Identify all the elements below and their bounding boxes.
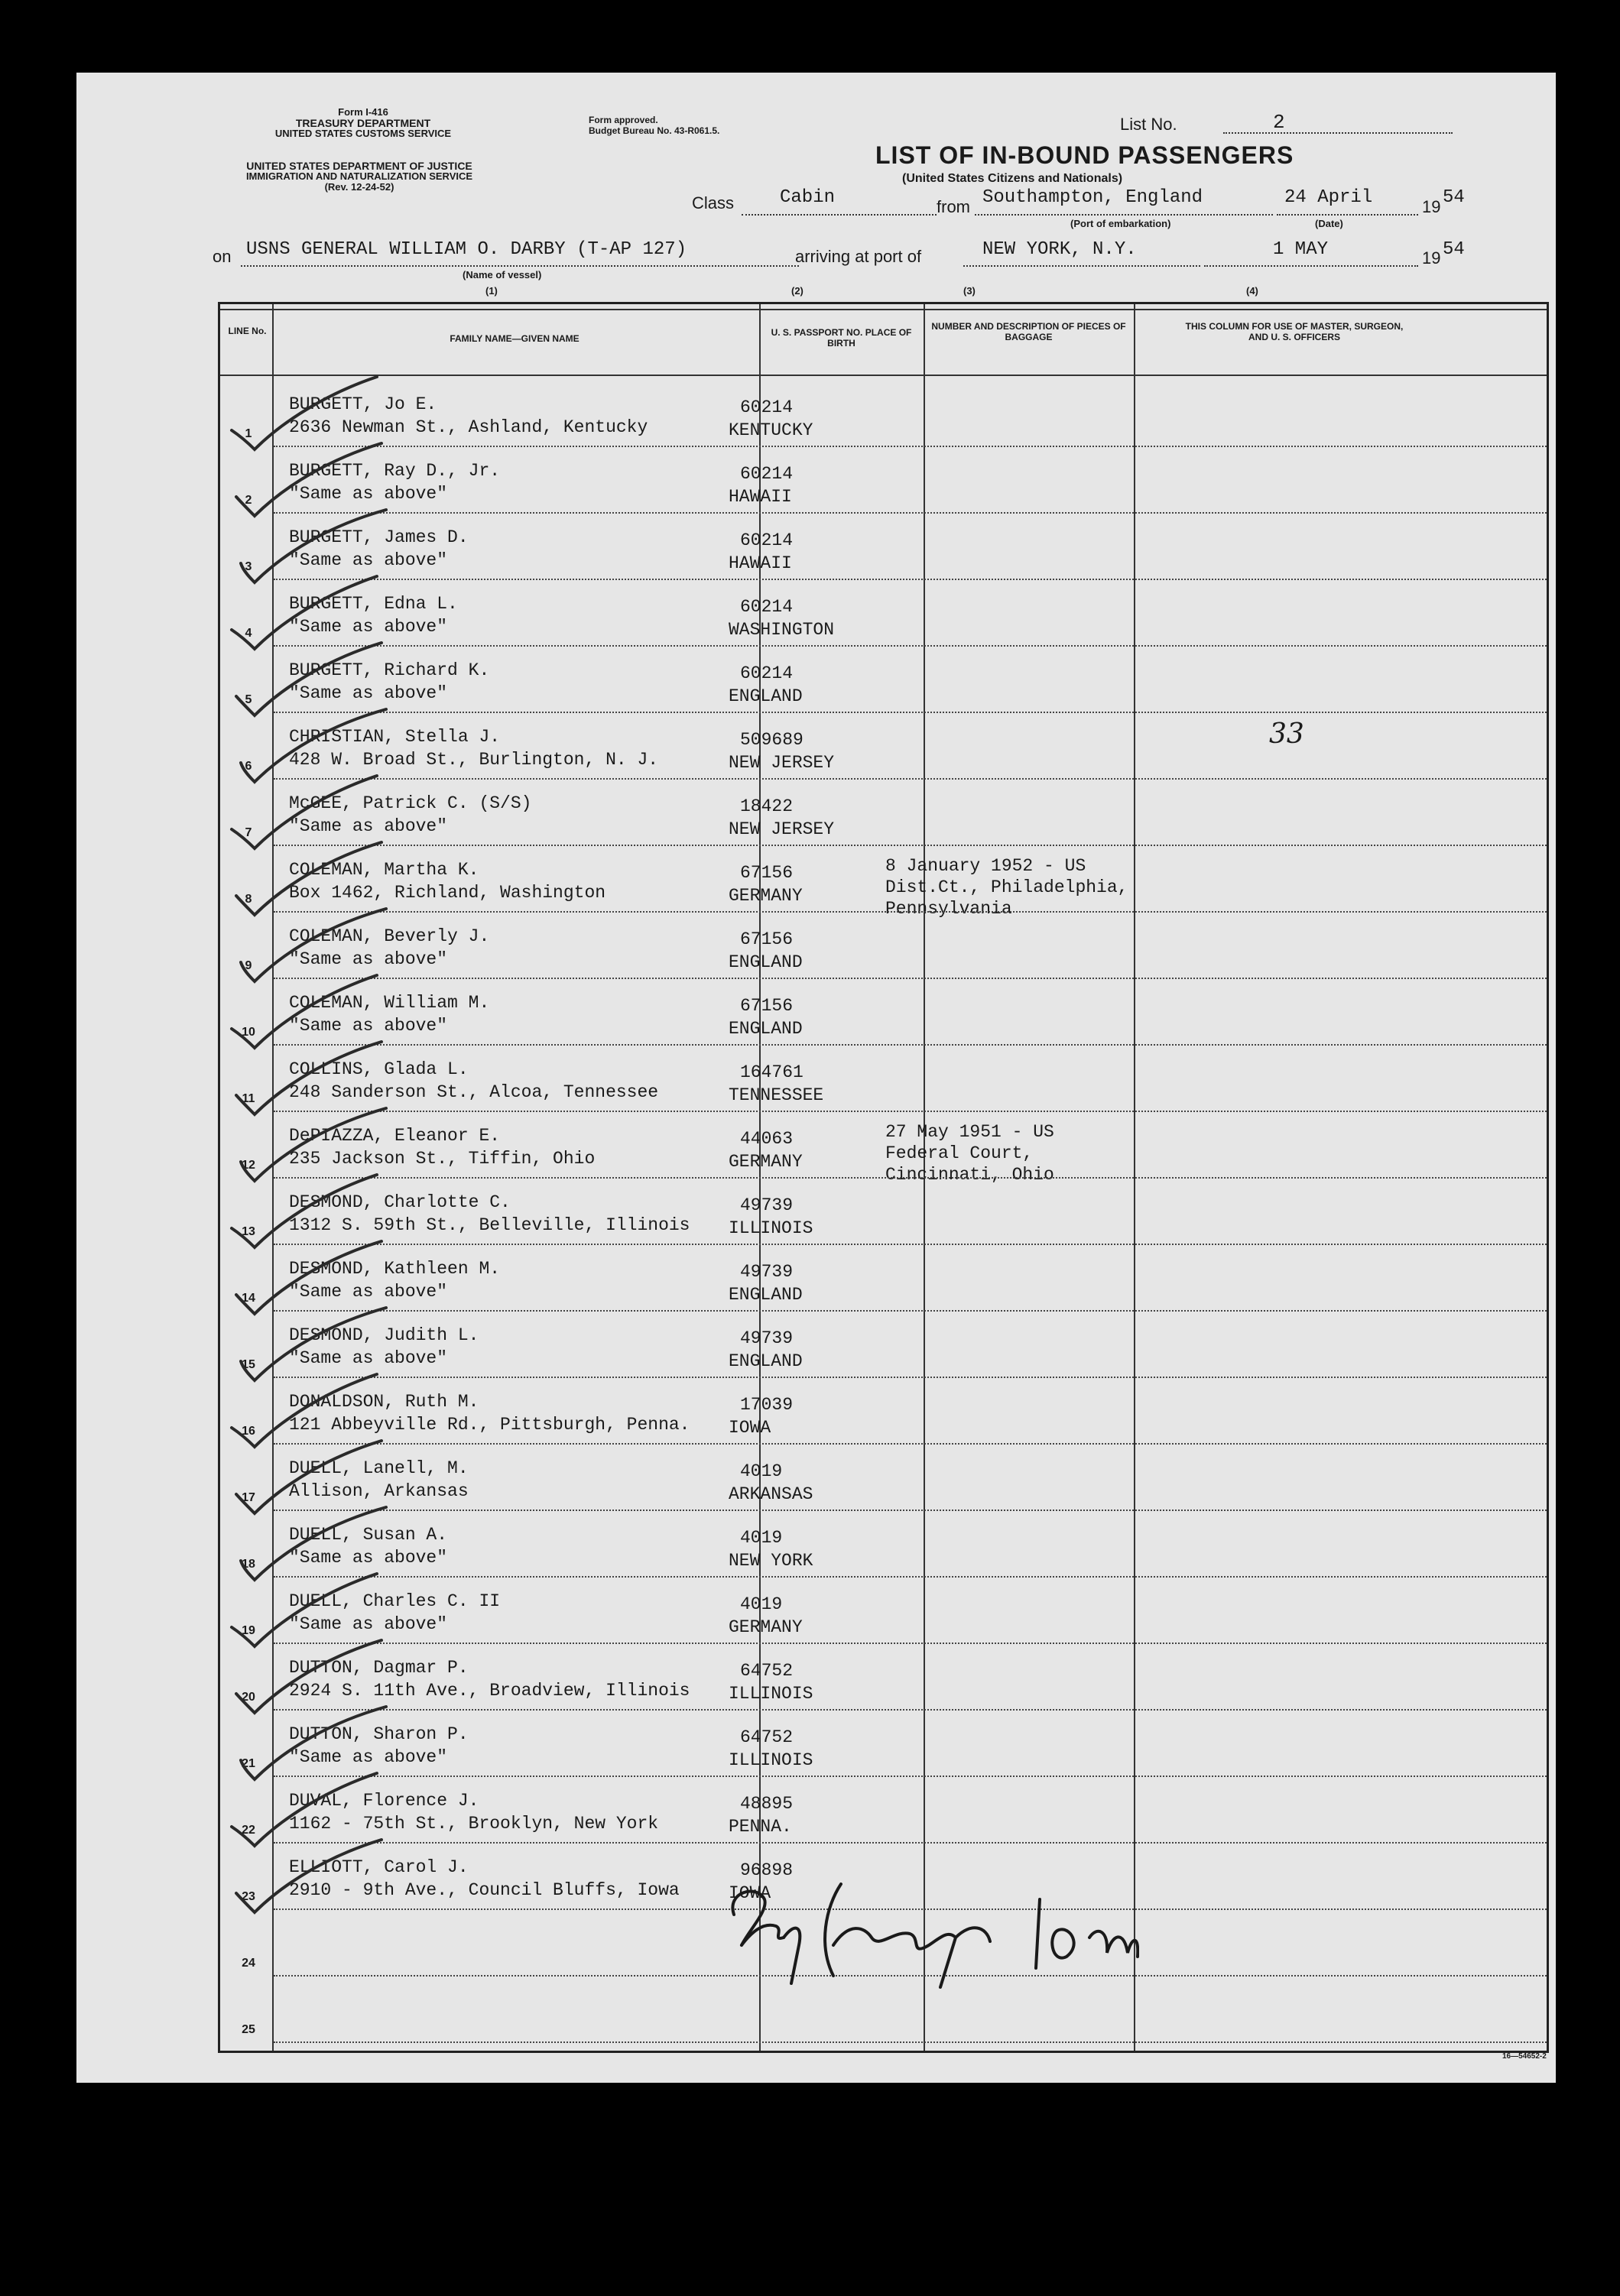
list-no-value: 2: [1273, 111, 1285, 134]
table-top-rule: [220, 309, 1547, 310]
date-line: [1277, 214, 1418, 216]
table-row: [220, 1777, 1547, 1844]
table-row: [220, 713, 1547, 780]
passenger-address: "Same as above": [289, 617, 448, 637]
table-row: [220, 1046, 1547, 1112]
passport-number: 164761: [740, 1062, 804, 1082]
passenger-list-sheet: [76, 73, 1556, 2083]
arriving-label: arriving at port of: [795, 247, 922, 266]
table-row: [220, 1578, 1547, 1644]
passport-number: 49739: [740, 1328, 794, 1348]
from-line: [975, 214, 1273, 216]
table-row: [220, 514, 1547, 580]
passenger-name: DUTTON, Dagmar P.: [289, 1658, 469, 1678]
passenger-address: 1312 S. 59th St., Belleville, Illinois: [289, 1215, 690, 1235]
passenger-name: COLLINS, Glada L.: [289, 1059, 469, 1079]
passenger-address: "Same as above": [289, 1348, 448, 1368]
passport-number: 60214: [740, 464, 794, 484]
passenger-address: "Same as above": [289, 683, 448, 703]
col-head-line-no: LINE No.: [228, 326, 267, 336]
col-head-name: FAMILY NAME—GIVEN NAME: [450, 333, 579, 344]
passenger-address: "Same as above": [289, 1614, 448, 1634]
line-number: 6: [245, 760, 252, 773]
date-from-value: 24 April: [1284, 187, 1373, 208]
table-row: [220, 381, 1547, 447]
table-row: [220, 979, 1547, 1046]
arrival-port-line: [963, 265, 1200, 267]
header-rule: [220, 375, 1547, 376]
passenger-address: "Same as above": [289, 1548, 448, 1568]
passenger-name: BURGETT, Edna L.: [289, 594, 458, 614]
passenger-address: 248 Sanderson St., Alcoa, Tennessee: [289, 1082, 659, 1102]
revision-date: (Rev. 12-24-52): [324, 181, 394, 193]
passenger-name: COLEMAN, Martha K.: [289, 860, 479, 880]
place-of-birth: GERMANY: [729, 1152, 803, 1172]
passport-number: 60214: [740, 597, 794, 617]
passport-number: 49739: [740, 1195, 794, 1215]
passenger-name: DONALDSON, Ruth M.: [289, 1392, 479, 1412]
passenger-address: 1162 - 75th St., Brooklyn, New York: [289, 1814, 659, 1834]
line-number: 22: [242, 1824, 255, 1837]
vessel-line: [241, 265, 799, 267]
place-of-birth: ARKANSAS: [729, 1484, 813, 1504]
place-of-birth: NEW YORK: [729, 1551, 813, 1571]
passenger-name: BURGETT, Jo E.: [289, 394, 437, 414]
line-number: 23: [242, 1890, 255, 1903]
line-number: 20: [242, 1691, 255, 1704]
col-num-4: (4): [1246, 285, 1258, 297]
table-row: [220, 1245, 1547, 1312]
place-of-birth: ENGLAND: [729, 1285, 803, 1305]
class-value: Cabin: [780, 187, 836, 208]
passport-number: 67156: [740, 996, 794, 1016]
table-row: [220, 780, 1547, 846]
passenger-name: DUVAL, Florence J.: [289, 1791, 479, 1811]
treasury-dept: TREASURY DEPARTMENT: [295, 117, 431, 129]
arrival-port-value: NEW YORK, N.Y.: [982, 239, 1137, 260]
vessel-caption: (Name of vessel): [463, 269, 542, 281]
passenger-name: COLEMAN, William M.: [289, 993, 490, 1013]
passenger-name: McGEE, Patrick C. (S/S): [289, 793, 532, 813]
table-row: [220, 1312, 1547, 1378]
passenger-name: COLEMAN, Beverly J.: [289, 926, 490, 946]
passport-number: 4019: [740, 1461, 783, 1481]
passenger-name: DePIAZZA, Eleanor E.: [289, 1126, 501, 1146]
table-row: [220, 580, 1547, 647]
on-label: on: [213, 247, 232, 266]
table-row: [220, 846, 1547, 919]
margin-note: 33: [1269, 718, 1304, 750]
place-of-birth: HAWAII: [729, 553, 792, 573]
passport-number: 67156: [740, 929, 794, 949]
passenger-address: 2910 - 9th Ave., Council Bluffs, Iowa: [289, 1880, 680, 1900]
place-of-birth: ILLINOIS: [729, 1684, 813, 1704]
line-number: 7: [245, 826, 252, 839]
place-of-birth: ENGLAND: [729, 1019, 803, 1039]
col-num-1: (1): [485, 285, 498, 297]
col-head-passport: U. S. PASSPORT NO. PLACE OF BIRTH: [771, 327, 912, 349]
passenger-address: "Same as above": [289, 949, 448, 969]
passenger-name: CHRISTIAN, Stella J.: [289, 727, 501, 747]
line-number: 5: [245, 693, 252, 706]
inspector-signature: [711, 1861, 1139, 1991]
passport-number: 64752: [740, 1727, 794, 1747]
passport-number: 64752: [740, 1661, 794, 1681]
passport-number: 96898: [740, 1860, 794, 1880]
checkmark-icon: [224, 1836, 400, 1920]
row-divider: [274, 2041, 1547, 2043]
line-number: 16: [242, 1425, 255, 1438]
line-number: 19: [242, 1624, 255, 1637]
place-of-birth: ENGLAND: [729, 686, 803, 706]
form-approved: Form approved.: [589, 115, 658, 125]
passenger-address: 2636 Newman St., Ashland, Kentucky: [289, 417, 648, 437]
form-number: Form I-416: [338, 106, 388, 118]
list-no-label: List No.: [1120, 115, 1177, 134]
place-of-birth: GERMANY: [729, 1617, 803, 1637]
passenger-name: DESMOND, Judith L.: [289, 1325, 479, 1345]
place-of-birth: PENNA.: [729, 1817, 792, 1837]
col-num-2: (2): [791, 285, 804, 297]
line-number: 17: [242, 1491, 255, 1504]
place-of-birth: ENGLAND: [729, 1351, 803, 1371]
passport-number: 17039: [740, 1395, 794, 1415]
port-embark-caption: (Port of embarkation): [1070, 218, 1171, 229]
passenger-address: "Same as above": [289, 816, 448, 836]
year-from: 54: [1443, 187, 1465, 208]
passport-number: 49739: [740, 1262, 794, 1282]
list-no-line: [1223, 132, 1453, 134]
table-row: [220, 1711, 1547, 1777]
passenger-name: ELLIOTT, Carol J.: [289, 1857, 469, 1877]
class-label: Class: [692, 193, 735, 212]
class-line: [742, 214, 937, 216]
passenger-address: 235 Jackson St., Tiffin, Ohio: [289, 1149, 596, 1169]
line-number: 12: [242, 1159, 255, 1172]
baggage-note: 27 May 1951 - US Federal Court, Cincinnati, Ohio: [885, 1122, 1054, 1185]
passenger-name: BURGETT, Ray D., Jr.: [289, 461, 501, 481]
budget-bureau: Budget Bureau No. 43-R061.5.: [589, 125, 720, 136]
passenger-address: "Same as above": [289, 1282, 448, 1302]
dept-justice: UNITED STATES DEPARTMENT OF JUSTICE: [246, 160, 472, 172]
passport-number: 18422: [740, 796, 794, 816]
table-row: [220, 1179, 1547, 1245]
passenger-address: Allison, Arkansas: [289, 1481, 469, 1501]
passenger-name: BURGETT, James D.: [289, 527, 469, 547]
place-of-birth: ENGLAND: [729, 952, 803, 972]
line-number: 15: [242, 1358, 255, 1371]
passport-number: 48895: [740, 1794, 794, 1814]
line-number: 8: [245, 893, 252, 906]
passenger-name: DUELL, Lanell, M.: [289, 1458, 469, 1478]
passenger-table: [218, 302, 1549, 2053]
agency-block: [191, 161, 528, 193]
place-of-birth: ILLINOIS: [729, 1750, 813, 1770]
line-number: 4: [245, 627, 252, 640]
passenger-name: DESMOND, Kathleen M.: [289, 1259, 501, 1279]
line-number: 2: [245, 494, 252, 507]
line-number: 25: [242, 2023, 255, 2036]
table-row: [220, 1112, 1547, 1185]
place-of-birth: NEW JERSEY: [729, 753, 835, 773]
line-number: 18: [242, 1558, 255, 1571]
table-row: [220, 913, 1547, 979]
passenger-address: 2924 S. 11th Ave., Broadview, Illinois: [289, 1681, 690, 1701]
place-of-birth: KENTUCKY: [729, 420, 813, 440]
form-title: LIST OF IN-BOUND PASSENGERS: [875, 141, 1294, 169]
line-number: 9: [245, 959, 252, 972]
place-of-birth: IOWA: [729, 1883, 771, 1903]
passenger-name: DUELL, Susan A.: [289, 1525, 448, 1545]
form-subtitle: (United States Citizens and Nationals): [902, 172, 1123, 185]
passport-number: 509689: [740, 730, 804, 750]
ins-service: IMMIGRATION AND NATURALIZATION SERVICE: [245, 170, 473, 182]
passenger-address: "Same as above": [289, 1747, 448, 1767]
col-head-baggage: NUMBER AND DESCRIPTION OF PIECES OF BAGGAGE: [931, 321, 1126, 342]
place-of-birth: WASHINGTON: [729, 620, 835, 640]
table-row: [220, 1378, 1547, 1445]
line-number: 24: [242, 1957, 255, 1970]
passenger-address: Box 1462, Richland, Washington: [289, 883, 606, 903]
table-row: [220, 447, 1547, 514]
place-of-birth: GERMANY: [729, 886, 803, 906]
line-number: 3: [245, 560, 252, 573]
passenger-name: DUTTON, Sharon P.: [289, 1724, 469, 1744]
passenger-address: "Same as above": [289, 1016, 448, 1036]
arrival-date-line: [1204, 265, 1418, 267]
place-of-birth: IOWA: [729, 1418, 771, 1438]
passport-number: 60214: [740, 397, 794, 417]
line-number: 21: [242, 1757, 255, 1770]
from-label: from: [937, 197, 970, 216]
line-number: 10: [242, 1026, 255, 1039]
passport-number: 60214: [740, 663, 794, 683]
place-of-birth: HAWAII: [729, 487, 792, 507]
table-row: [220, 1511, 1547, 1578]
passenger-name: BURGETT, Richard K.: [289, 660, 490, 680]
passport-number: 4019: [740, 1594, 783, 1614]
passenger-address: 428 W. Broad St., Burlington, N. J.: [289, 750, 659, 770]
passenger-address: "Same as above": [289, 550, 448, 570]
from-value: Southampton, England: [982, 187, 1203, 208]
year-prefix-1: 19: [1422, 197, 1441, 216]
date-caption: (Date): [1315, 218, 1343, 229]
line-number: 14: [242, 1292, 255, 1305]
passport-number: 67156: [740, 863, 794, 883]
place-of-birth: NEW JERSEY: [729, 819, 835, 839]
year-arrival: 54: [1443, 239, 1465, 260]
passport-number: 4019: [740, 1528, 783, 1548]
place-of-birth: TENNESSEE: [729, 1085, 824, 1105]
year-prefix-2: 19: [1422, 248, 1441, 268]
passport-number: 60214: [740, 530, 794, 550]
line-number: 1: [245, 427, 252, 440]
passenger-address: "Same as above": [289, 484, 448, 504]
col-head-officers: THIS COLUMN FOR USE OF MASTER, SURGEON, AND U. S. OFFICERS: [1185, 321, 1404, 342]
passenger-name: DESMOND, Charlotte C.: [289, 1192, 511, 1212]
table-row: [220, 1644, 1547, 1711]
passenger-address: 121 Abbeyville Rd., Pittsburgh, Penna.: [289, 1415, 690, 1435]
passport-number: 44063: [740, 1129, 794, 1149]
approval-block: [589, 115, 719, 136]
baggage-note: 8 January 1952 - US Dist.Ct., Philadelphia, Pennsylvania: [885, 856, 1128, 919]
arrival-date-value: 1 MAY: [1273, 239, 1329, 260]
col-num-3: (3): [963, 285, 976, 297]
form-code: 16—54652-2: [1502, 2052, 1547, 2061]
line-number: 13: [242, 1225, 255, 1238]
line-number: 11: [242, 1092, 255, 1105]
customs-service: UNITED STATES CUSTOMS SERVICE: [274, 128, 452, 139]
place-of-birth: ILLINOIS: [729, 1218, 813, 1238]
vessel-value: USNS GENERAL WILLIAM O. DARBY (T-AP 127): [246, 239, 687, 260]
passenger-name: DUELL, Charles C. II: [289, 1591, 501, 1611]
form-id-block: [199, 107, 528, 139]
table-row: [220, 1445, 1547, 1511]
table-row: [220, 647, 1547, 713]
